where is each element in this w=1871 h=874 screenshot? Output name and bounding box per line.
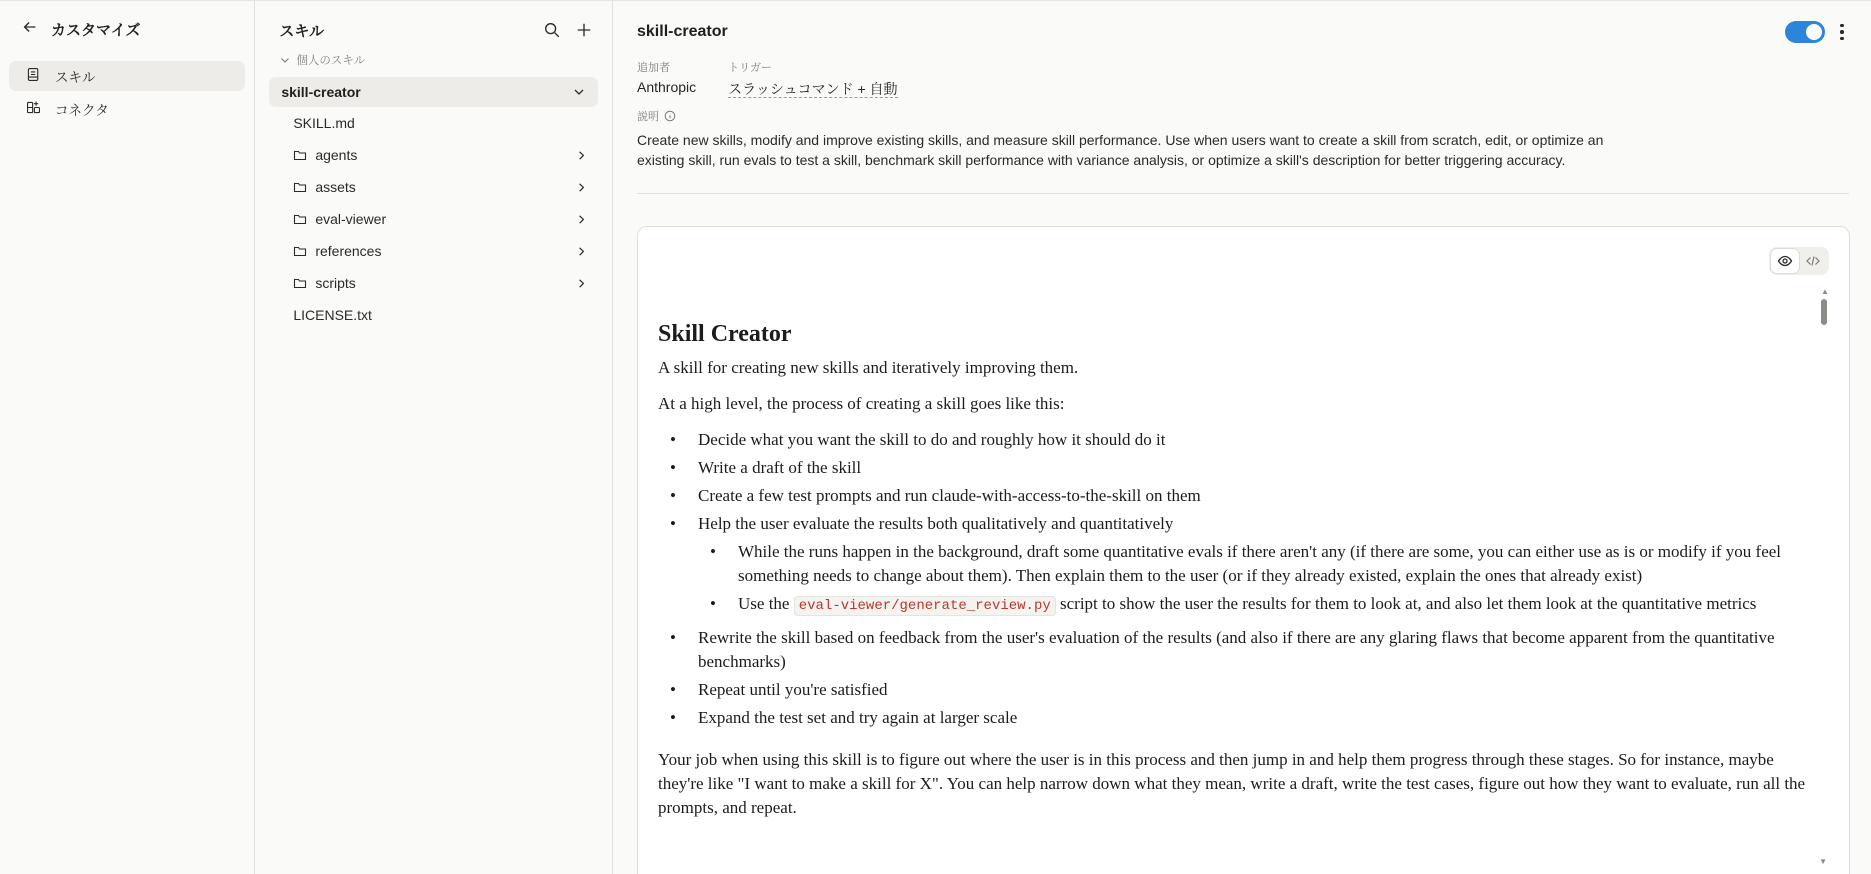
- chevron-right-icon: [575, 149, 588, 162]
- eye-icon: [1777, 253, 1793, 269]
- personal-skills-section[interactable]: [269, 49, 598, 71]
- list-item: [698, 592, 1808, 618]
- scrollbar-thumb[interactable]: [1821, 299, 1827, 325]
- folder-item-scripts[interactable]: [269, 267, 598, 299]
- doc-heading: Skill Creator: [658, 321, 792, 347]
- skill-file-preview: [637, 226, 1850, 874]
- file-name: SKILL.md: [293, 115, 355, 131]
- more-options-icon[interactable]: [1835, 21, 1849, 43]
- list-item-text: Help the user evaluate the results both qualitatively and quantitatively: [698, 514, 1174, 533]
- folder-name: eval-viewer: [315, 211, 387, 227]
- folder-icon: [293, 244, 307, 258]
- skill-name: skill-creator: [281, 84, 361, 100]
- trigger-block: [728, 59, 897, 99]
- skill-detail-header: [637, 19, 1849, 45]
- process-steps-list: [658, 428, 1808, 730]
- list-item: • Decide what you want the skill to do and roughly how it should do it: [658, 428, 1808, 452]
- doc-intro: A skill for creating new skills and iteratively improving them.: [658, 358, 1079, 377]
- list-item-text: script to show the user the results for them to look at, and also let them look at the quantitative metrics: [1060, 594, 1757, 613]
- folder-name: references: [315, 243, 382, 259]
- skill-meta: [637, 59, 1849, 99]
- inline-code: eval-viewer/generate_review.py: [794, 596, 1056, 616]
- plus-icon: [575, 21, 593, 39]
- customize-title: カスタマイズ: [51, 21, 141, 39]
- folder-name: scripts: [315, 275, 356, 291]
- added-by-value: Anthropic: [637, 79, 697, 95]
- markdown-document: [658, 321, 1808, 832]
- scroll-up-icon[interactable]: ▲: [1821, 287, 1829, 296]
- search-icon: [543, 21, 561, 39]
- personal-skills-label: 個人のスキル: [296, 55, 366, 67]
- nav-item-connectors[interactable]: [9, 94, 245, 124]
- info-icon[interactable]: [664, 110, 676, 122]
- preview-scrollbar[interactable]: [1821, 287, 1827, 347]
- file-name: LICENSE.txt: [293, 307, 372, 323]
- folder-item-eval-viewer[interactable]: [269, 203, 598, 235]
- view-mode-toggle: [1769, 247, 1829, 275]
- sub-steps-list: [698, 540, 1808, 618]
- search-button[interactable]: [538, 16, 566, 44]
- skill-enabled-toggle[interactable]: [1785, 21, 1825, 43]
- file-item-license[interactable]: [269, 299, 598, 331]
- folder-icon: [293, 180, 307, 194]
- list-item: • Rewrite the skill based on feedback from the user's evaluation of the results (and also if there are any glaring flaws that become apparent from the quantitative benchmarks): [658, 626, 1808, 674]
- skills-panel-title: スキル: [279, 22, 325, 40]
- back-arrow-icon[interactable]: [21, 18, 39, 41]
- trigger-label: トリガー: [728, 62, 773, 74]
- folder-icon: [293, 212, 307, 226]
- code-mode-button[interactable]: [1799, 249, 1827, 273]
- folder-icon: [293, 276, 307, 290]
- description-label-row: [637, 108, 1849, 124]
- skills-icon: [25, 66, 42, 86]
- skill-item-skill-creator[interactable]: [269, 77, 598, 107]
- list-item: • Write a draft of the skill: [658, 456, 1808, 480]
- skill-detail-panel: [613, 1, 1871, 874]
- preview-mode-button[interactable]: [1771, 249, 1799, 273]
- nav-item-skills[interactable]: [9, 61, 245, 91]
- chevron-right-icon: [575, 213, 588, 226]
- code-icon: [1805, 253, 1821, 269]
- customize-header: [9, 15, 245, 43]
- folder-item-assets[interactable]: [269, 171, 598, 203]
- chevron-right-icon: [575, 245, 588, 258]
- added-by-block: [637, 59, 696, 99]
- list-item: • Repeat until you're satisfied: [658, 678, 1808, 702]
- list-item: • While the runs happen in the background, draft some quantitative evals if there aren't any (if there are some, you can either use as is or modify if you feel something needs to change about them). Then explain them to the user (or if they already existed, explain the ones that already exist): [698, 540, 1808, 588]
- skill-description: Create new skills, modify and improve existing skills, and measure skill performance. Use when users want to create a skill from scratch, edit, or optimize an existing skill, run evals to test a skill, benchmark skill performance with variance analysis, or optimize a skill's description for better triggering accuracy.: [637, 132, 1604, 168]
- folder-name: assets: [315, 179, 356, 195]
- folder-icon: [293, 148, 307, 162]
- add-skill-button[interactable]: [570, 16, 598, 44]
- customize-sidebar: [0, 1, 255, 874]
- skill-title: skill-creator: [637, 23, 728, 40]
- list-item-text: Use the: [738, 594, 790, 613]
- skills-tree-panel: [255, 1, 613, 874]
- list-item: • Expand the test set and try again at larger scale: [658, 706, 1808, 730]
- chevron-right-icon: [575, 181, 588, 194]
- chevron-right-icon: [575, 277, 588, 290]
- added-by-label: 追加者: [637, 62, 670, 74]
- doc-process-intro: At a high level, the process of creating a skill goes like this:: [658, 394, 1065, 413]
- chevron-down-icon: [572, 85, 586, 99]
- toggle-knob: [1806, 24, 1822, 40]
- trigger-value[interactable]: スラッシュコマンド + 自動: [728, 81, 898, 97]
- nav-item-connectors-label: コネクタ: [55, 103, 109, 118]
- connectors-icon: [25, 99, 42, 119]
- list-item: [658, 512, 1808, 618]
- list-item: • Create a few test prompts and run claude-with-access-to-the-skill on them: [658, 484, 1808, 508]
- folder-item-agents[interactable]: [269, 139, 598, 171]
- scroll-down-icon[interactable]: ▼: [1819, 857, 1827, 866]
- doc-job-paragraph: Your job when using this skill is to figure out where the user is in this process and then jump in and help them progress through these stages. So for instance, maybe they're like "I want to make a skill for X". You can help narrow down what they mean, write a draft, write the test cases, figure out how they want to evaluate, run all the prompts, and repeat.: [658, 750, 1806, 817]
- skills-tree-header: [269, 15, 598, 45]
- chevron-down-icon: [279, 54, 291, 66]
- folder-name: agents: [315, 147, 358, 163]
- folder-item-references[interactable]: [269, 235, 598, 267]
- description-label: 説明: [637, 111, 659, 123]
- file-item-skill-md[interactable]: [269, 107, 598, 139]
- nav-item-skills-label: スキル: [55, 70, 96, 85]
- divider: [637, 193, 1849, 194]
